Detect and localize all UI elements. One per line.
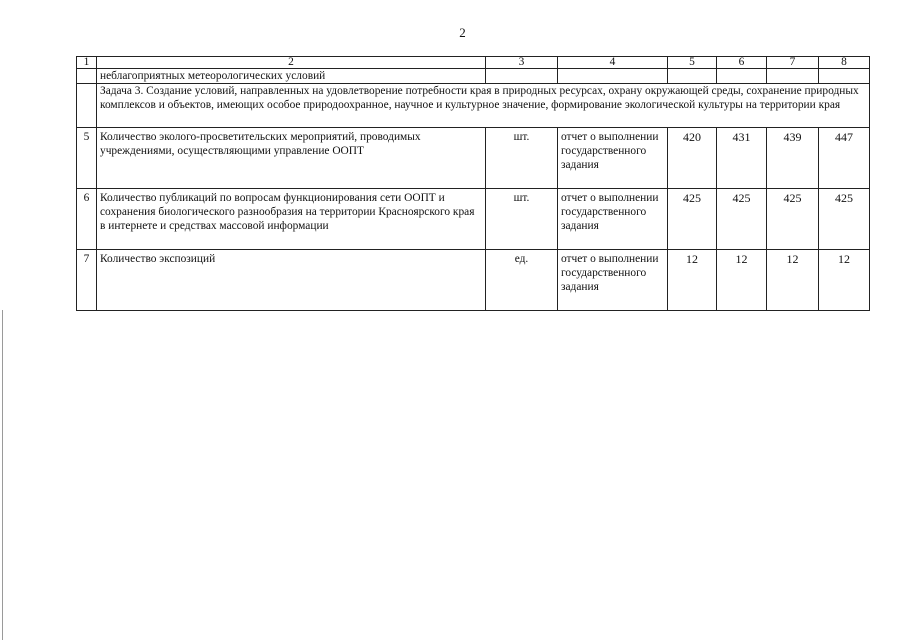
empty-cell [77,84,97,128]
empty-cell [558,69,668,84]
indicator-name: Количество экспозиций [97,250,486,311]
value-col-7: 12 [767,250,819,311]
empty-cell [486,69,558,84]
source-cell: отчет о выполнении государственного задания [558,128,668,189]
table-row [77,250,870,311]
source-cell: отчет о выполнении государственного задания [558,250,668,311]
task-text: Задача 3. Создание условий, направленных на удовлетворение потребности края в природных ресурсах, охрану окружающей среды, сохранение природных комплексов и объектов, имеющих особое природоохранное, научное и культурное значение, формирование экологической культуры на территории края [97,84,870,128]
value-col-5: 425 [668,189,717,250]
empty-cell [717,69,767,84]
value-col-8: 12 [819,250,870,311]
unit-cell: шт. [486,189,558,250]
header-cell-3: 3 [486,57,558,69]
value-col-6: 431 [717,128,767,189]
page-number: 2 [459,25,466,40]
unit-cell: шт. [486,128,558,189]
value-col-6: 12 [717,250,767,311]
table-header-row [77,57,870,69]
header-cell-1: 1 [77,57,97,69]
row-number: 6 [77,189,97,250]
table-row [77,128,870,189]
header-cell-6: 6 [717,57,767,69]
row-number: 7 [77,250,97,311]
unit-cell: ед. [486,250,558,311]
indicators-table [76,56,870,311]
header-cell-7: 7 [767,57,819,69]
scan-edge-line [2,310,3,640]
task-row [77,84,870,128]
header-cell-2: 2 [97,57,486,69]
value-col-6: 425 [717,189,767,250]
value-col-5: 420 [668,128,717,189]
value-col-7: 439 [767,128,819,189]
source-cell: отчет о выполнении государственного задания [558,189,668,250]
continuation-text: неблагоприятных метеорологических условий [97,69,486,84]
header-cell-5: 5 [668,57,717,69]
value-col-5: 12 [668,250,717,311]
empty-cell [77,69,97,84]
value-col-7: 425 [767,189,819,250]
empty-cell [668,69,717,84]
indicator-name: Количество публикаций по вопросам функционирования сети ООПТ и сохранения биологического разнообразия на территории Красноярского края в интернете и средствах массовой информации [97,189,486,250]
empty-cell [767,69,819,84]
value-col-8: 447 [819,128,870,189]
row-number: 5 [77,128,97,189]
indicator-name: Количество эколого-просветительских мероприятий, проводимых учреждениями, осуществляющими управление ООПТ [97,128,486,189]
value-col-8: 425 [819,189,870,250]
continuation-row [77,69,870,84]
header-cell-8: 8 [819,57,870,69]
header-cell-4: 4 [558,57,668,69]
empty-cell [819,69,870,84]
table-row [77,189,870,250]
